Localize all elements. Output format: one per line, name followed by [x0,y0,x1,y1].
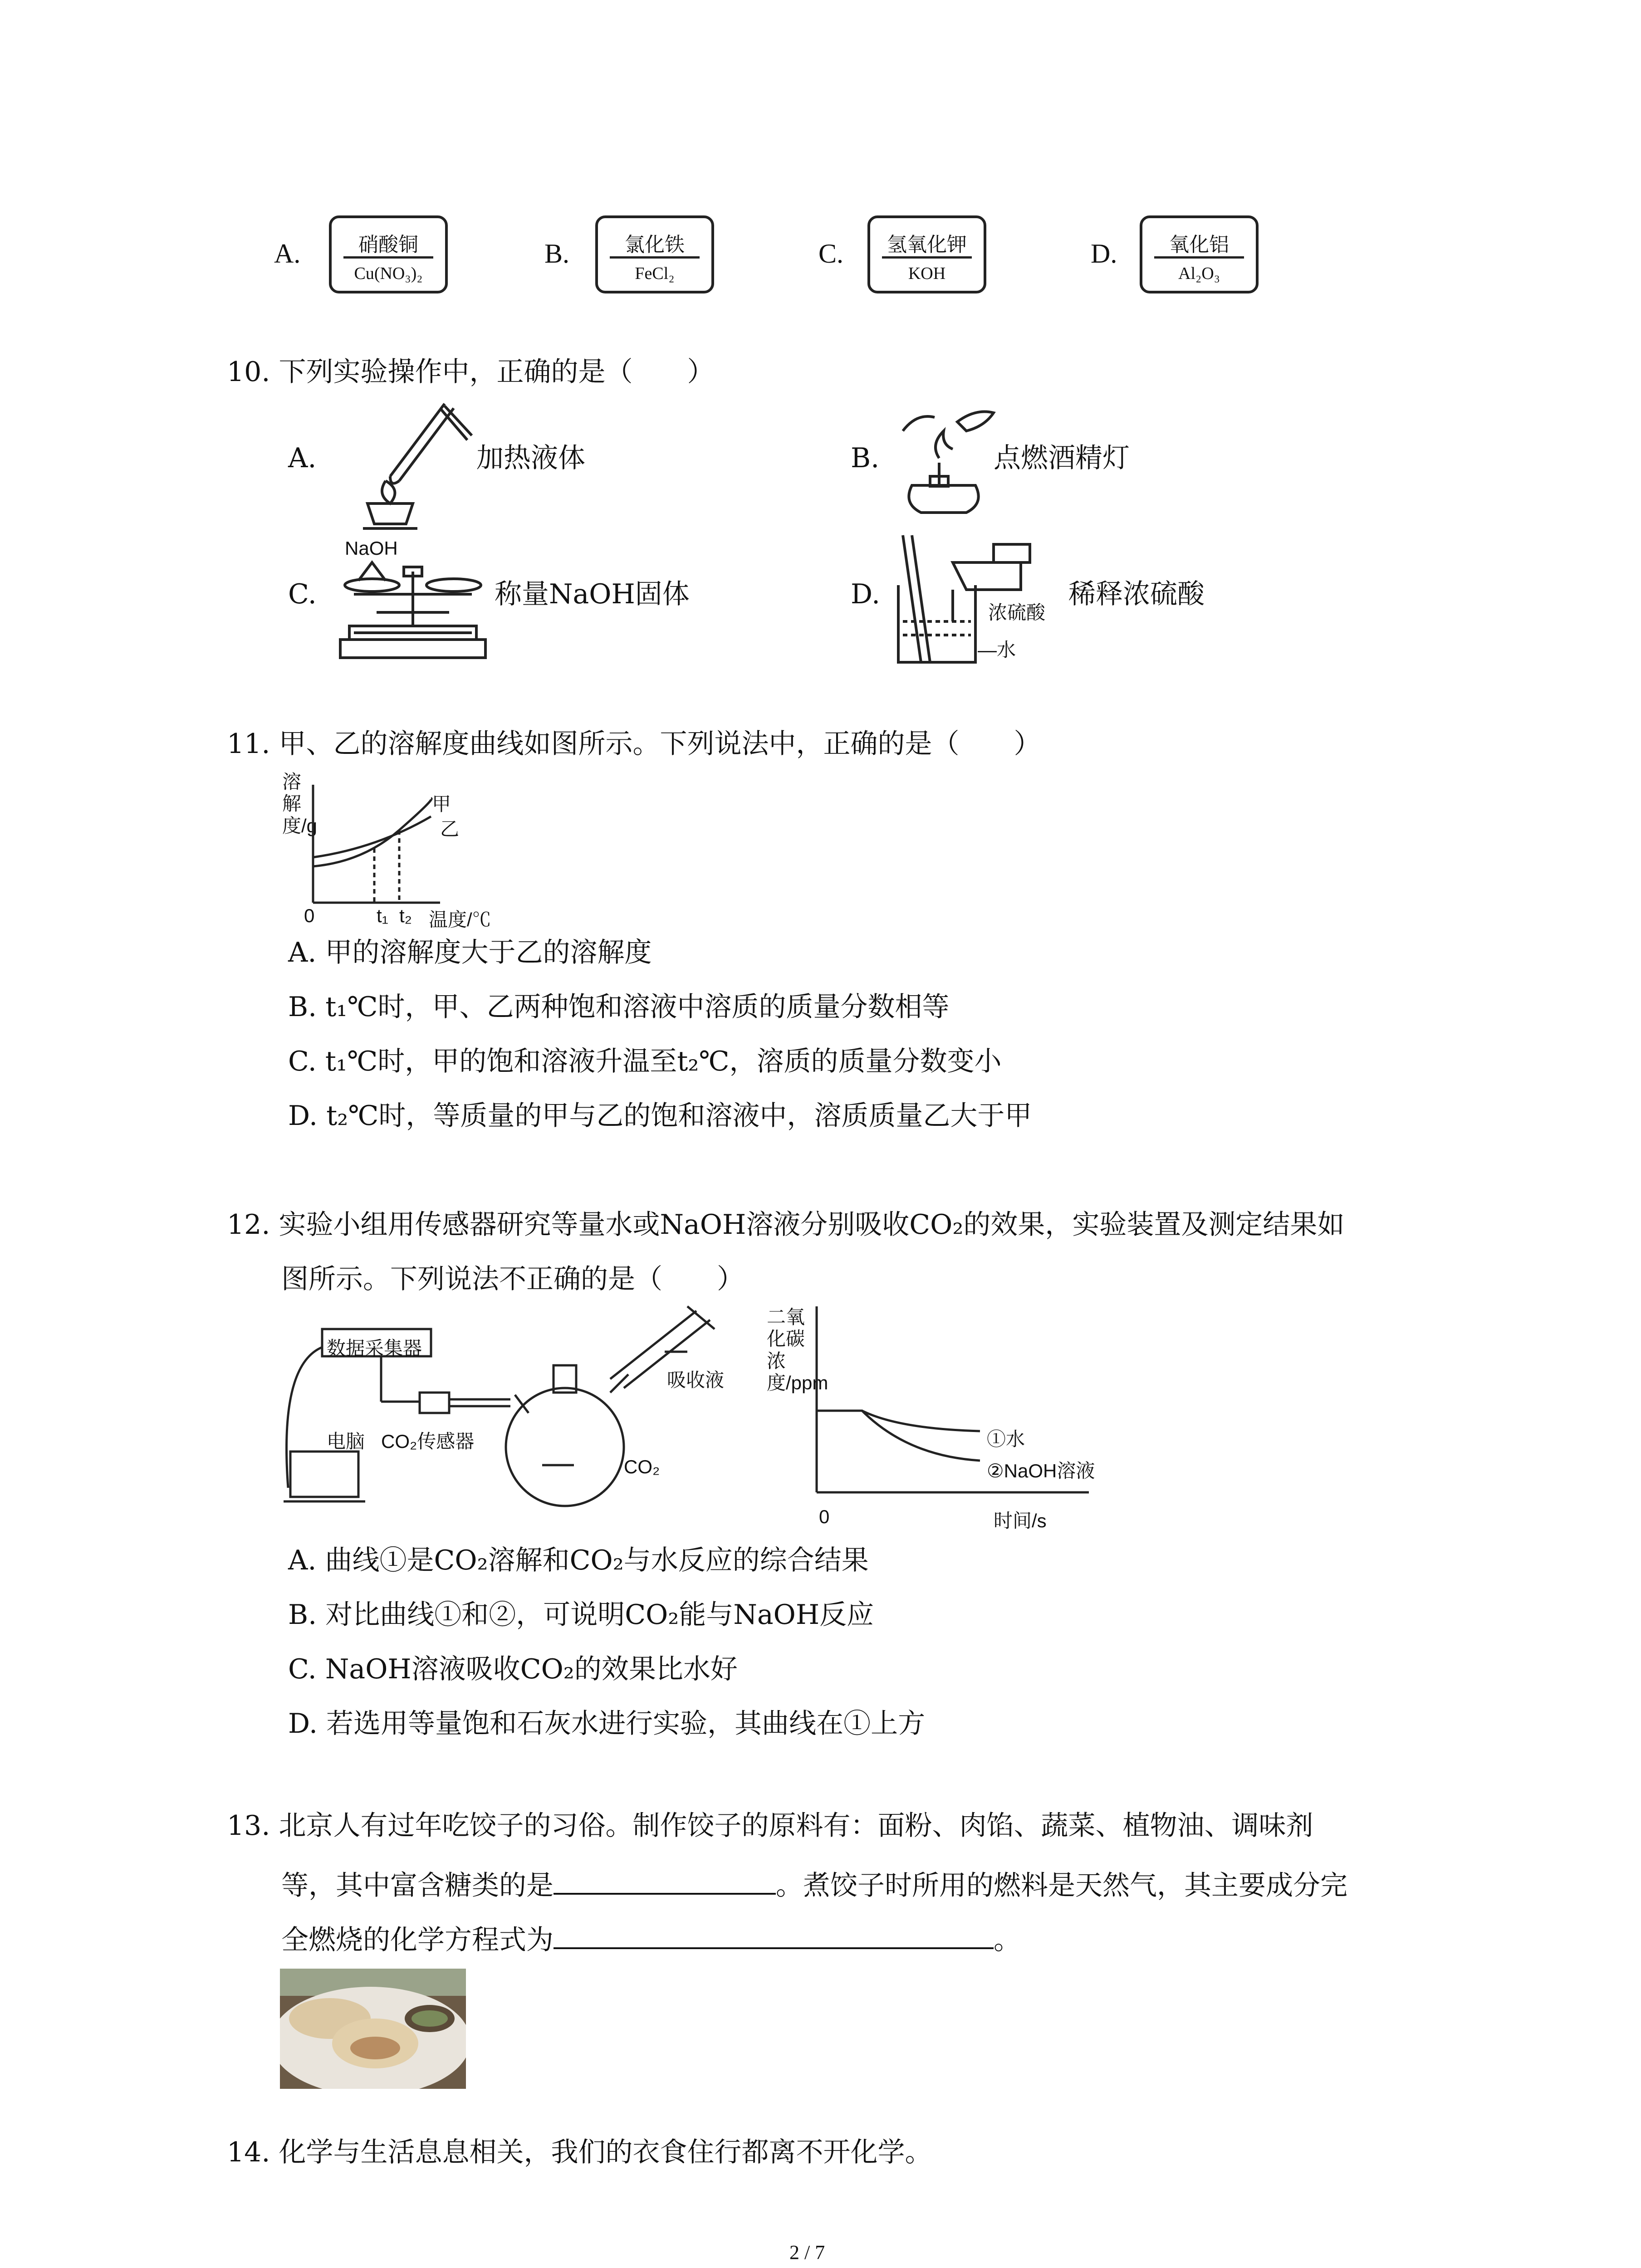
q12-computer-label: 电脑 [327,1431,365,1452]
dumplings-photo [280,1969,466,2089]
q12-option-a: A. 曲线①是CO₂溶解和CO₂与水反应的综合结果 [288,1545,869,1576]
q12-absorbent-label: 吸收液 [667,1369,725,1391]
q13-blank-equation[interactable] [554,1921,994,1949]
q9-option-b-letter: B. [544,239,570,269]
q13-blank-sugar[interactable] [554,1867,776,1895]
q12-graph-ylabel: 二氧化碳浓度/ppm [767,1306,828,1393]
q9-option-b-label: 氯化铁 FeCl₂ [595,215,714,293]
q10-option-d-acid-label: 浓硫酸 [988,602,1046,623]
q10-option-d-water-label: —水 [978,639,1016,660]
q14-stem: 14. 化学与生活息息相关，我们的衣食住行都离不开化学。 [227,2136,932,2168]
q9-option-a-label: 硝酸铜 Cu(NO₃)₂ [329,215,448,293]
q10-option-d-letter: D. [851,578,881,610]
q10-option-c-image-label: NaOH [345,538,398,559]
q10-option-c-letter: C. [288,578,317,610]
q12-curve1-label: ①水 [987,1428,1025,1450]
q10-option-a-text: 加热液体 [476,442,585,474]
q12-curve2-label: ②NaOH溶液 [987,1460,1095,1481]
q12-stem-line1: 12. 实验小组用传感器研究等量水或NaOH溶液分别吸收CO₂的效果，实验装置及测定结果如 [227,1209,1345,1241]
q11-series-b-label: 乙 [440,818,460,840]
q10-option-c-text: 称量NaOH固体 [495,578,690,610]
q13-line1: 13. 北京人有过年吃饺子的习俗。制作饺子的原料有：面粉、肉馅、蔬菜、植物油、调味剂 [227,1810,1313,1842]
q11-graph-ylabel: 溶解度/g [282,771,318,836]
q13-line3: 全燃烧的化学方程式为 。 [281,1921,1021,1954]
q13-line2: 等，其中富含糖类的是 。煮饺子时所用的燃料是天然气，其主要成分完 [281,1867,1347,1899]
q12-sensor-label: CO₂传感器 [381,1431,475,1452]
q11-t2-label: t₂ [399,905,412,926]
heating-liquid-illustration [336,399,472,535]
q12-option-c: C. NaOH溶液吸收CO₂的效果比水好 [288,1653,738,1685]
q12-option-d: D. 若选用等量饱和石灰水进行实验，其曲线在①上方 [288,1708,926,1740]
q11-stem: 11. 甲、乙的溶解度曲线如图所示。下列说法中，正确的是（ ） [227,728,1041,760]
q9-option-c-letter: C. [818,239,844,269]
q11-graph-origin: 0 [304,905,315,926]
q11-series-a-label: 甲 [432,793,451,815]
q10-option-d-text: 稀释浓硫酸 [1068,578,1205,610]
q9-option-d-label: 氧化铝 Al₂O₃ [1140,215,1259,293]
q10-option-b-text: 点燃酒精灯 [994,442,1130,474]
q10-stem: 10. 下列实验操作中，正确的是（ ） [227,356,715,388]
q11-graph-xlabel: 温度/℃ [429,909,491,930]
q11-t1-label: t₁ [377,905,388,926]
q9-option-a-letter: A. [274,239,301,269]
q11-option-a: A. 甲的溶解度大于乙的溶解度 [288,937,652,968]
q12-graph-xlabel: 时间/s [994,1510,1047,1531]
q12-gas-label: CO₂ [624,1456,660,1477]
q9-option-d-letter: D. [1091,239,1117,269]
q9-option-c-label: 氢氧化钾 KOH [867,215,986,293]
q11-option-b: B. t₁℃时，甲、乙两种饱和溶液中溶质的质量分数相等 [288,991,950,1023]
q10-option-b-letter: B. [851,442,880,474]
q12-option-b: B. 对比曲线①和②，可说明CO₂能与NaOH反应 [288,1599,874,1631]
q12-collector-label: 数据采集器 [327,1338,422,1359]
q12-stem-line2: 图所示。下列说法不正确的是（ ） [281,1263,744,1295]
q10-option-a-letter: A. [288,442,317,474]
co2-absorption-apparatus [279,1302,751,1510]
q11-option-d: D. t₂℃时，等质量的甲与乙的饱和溶液中，溶质质量乙大于甲 [288,1100,1032,1132]
q12-graph-origin: 0 [819,1506,830,1527]
balance-weighing-illustration [336,535,490,662]
page-number: 2 / 7 [789,2241,825,2263]
lighting-alcohol-lamp-illustration [894,404,998,522]
q11-option-c: C. t₁℃时，甲的饱和溶液升温至t₂℃，溶质的质量分数变小 [288,1046,1002,1077]
